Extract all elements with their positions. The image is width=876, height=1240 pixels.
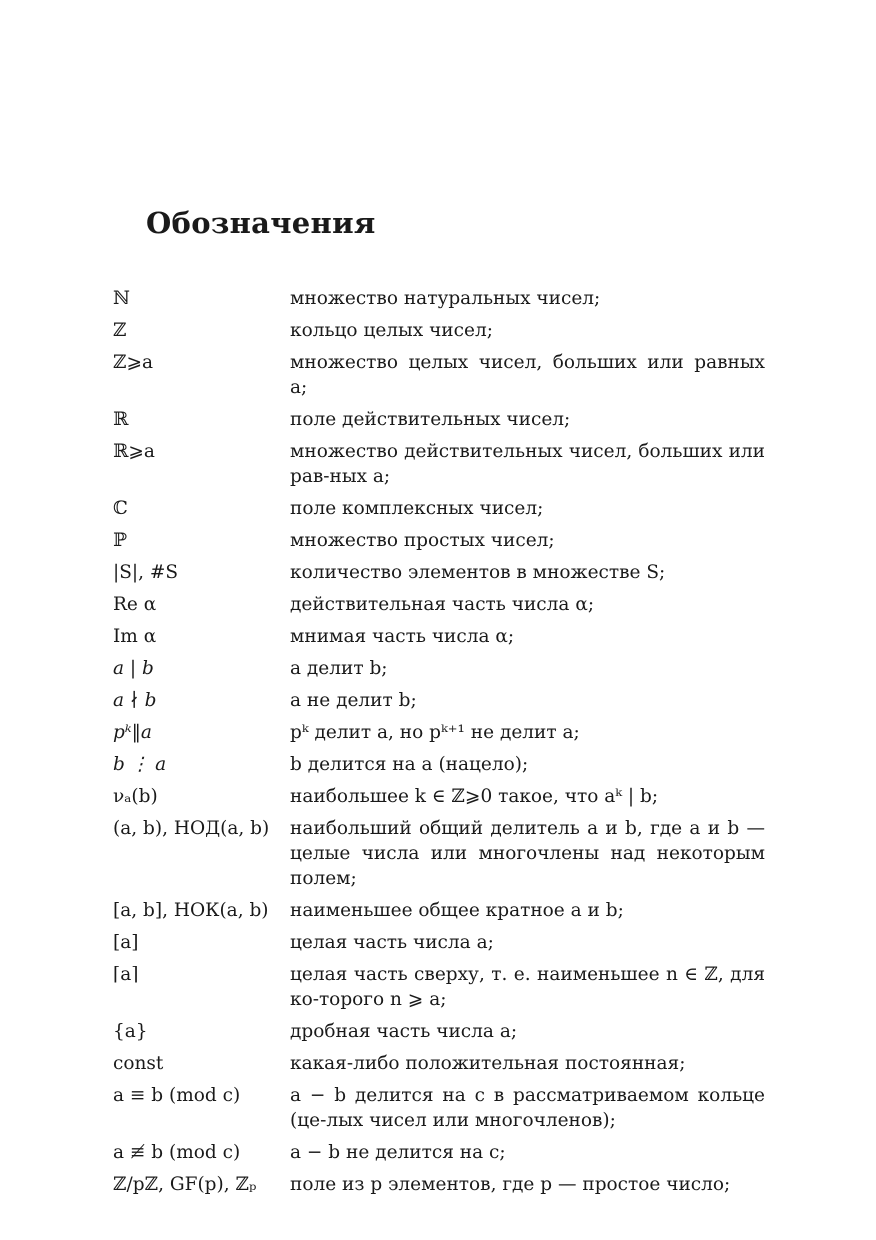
notation-row <box>113 962 765 1012</box>
notation-row <box>113 816 765 891</box>
notation-description: поле комплексных чисел; <box>290 498 544 519</box>
notation-row <box>113 656 765 681</box>
notation-row <box>113 930 765 955</box>
notation-row <box>113 898 765 923</box>
notation-description: a делит b; <box>290 658 388 679</box>
page-title: Обозначения <box>146 206 376 240</box>
notation-symbol: [a] <box>113 932 139 953</box>
notation-symbol: νₐ(b) <box>113 786 158 807</box>
notation-description: целая часть числа a; <box>290 932 494 953</box>
notation-symbol: ℤ <box>113 320 127 341</box>
notation-description: множество простых чисел; <box>290 530 555 551</box>
notation-description: множество натуральных чисел; <box>290 288 601 309</box>
notation-symbol: ℝ⩾a <box>113 441 155 462</box>
notation-symbol: {a} <box>113 1021 148 1042</box>
notation-symbol: ⌈a⌉ <box>113 964 139 985</box>
notation-description: мнимая часть числа α; <box>290 626 515 647</box>
notation-row <box>113 439 765 489</box>
notation-row <box>113 688 765 713</box>
notation-description: какая-либо положительная постоянная; <box>290 1053 686 1074</box>
notation-row <box>113 1019 765 1044</box>
notation-description: целая часть сверху, т. е. наименьшее n ∈ ℤ, для ко-торого n ⩾ a; <box>290 964 765 1010</box>
notation-symbol: ℕ <box>113 288 130 309</box>
notation-description: наибольший общий делитель a и b, где a и b — целые числа или многочлены над некоторым полем; <box>290 818 765 889</box>
notation-row <box>113 286 765 311</box>
notation-row <box>113 784 765 809</box>
notation-description: множество действительных чисел, больших или рав-ных a; <box>290 441 765 487</box>
notation-row <box>113 350 765 400</box>
notation-list <box>113 286 765 1197</box>
notation-row <box>113 1140 765 1165</box>
notation-row <box>113 624 765 649</box>
notation-row <box>113 560 765 585</box>
notation-row <box>113 1083 765 1133</box>
notation-description: дробная часть числа a; <box>290 1021 518 1042</box>
notation-row <box>113 752 765 777</box>
notation-description: количество элементов в множестве S; <box>290 562 666 583</box>
notation-symbol: a ≡ b (mod c) <box>113 1085 241 1106</box>
notation-description: a − b не делится на c; <box>290 1142 506 1163</box>
notation-symbol: ℤ/pℤ, GF(p), ℤₚ <box>113 1174 257 1195</box>
notation-description: кольцо целых чисел; <box>290 320 493 341</box>
notation-description: a − b делится на c в рассматриваемом кольце (це-лых чисел или многочленов); <box>290 1085 765 1131</box>
notation-symbol: [a, b], НОК(a, b) <box>113 900 269 921</box>
notation-row <box>113 407 765 432</box>
notation-description: поле действительных чисел; <box>290 409 571 430</box>
notation-symbol: const <box>113 1053 164 1074</box>
notation-symbol: Re α <box>113 594 157 615</box>
notation-row <box>113 592 765 617</box>
notation-row <box>113 528 765 553</box>
notation-symbol: b ⋮ a <box>113 754 167 775</box>
notation-row <box>113 1051 765 1076</box>
notation-row <box>113 496 765 521</box>
notation-symbol: |S|, #S <box>113 562 179 583</box>
notation-description: действительная часть числа α; <box>290 594 595 615</box>
notation-symbol: ℤ⩾a <box>113 352 154 373</box>
notation-description: поле из p элементов, где p — простое число; <box>290 1174 731 1195</box>
notation-description: pᵏ делит a, но pᵏ⁺¹ не делит a; <box>290 722 580 743</box>
notation-row <box>113 318 765 343</box>
notation-symbol: ℂ <box>113 498 128 519</box>
notation-symbol: ℙ <box>113 530 127 551</box>
notation-symbol: a | b <box>113 658 154 679</box>
notation-description: наибольшее k ∈ ℤ⩾0 такое, что aᵏ | b; <box>290 786 659 807</box>
notation-description: множество целых чисел, больших или равных a; <box>290 352 765 398</box>
notation-symbol: Im α <box>113 626 157 647</box>
notation-symbol: ℝ <box>113 409 129 430</box>
notation-description: b делится на a (нацело); <box>290 754 529 775</box>
notation-symbol: a ≢ b (mod c) <box>113 1142 241 1163</box>
notation-symbol: pᵏ‖a <box>113 722 152 743</box>
notation-row <box>113 720 765 745</box>
notation-symbol: (a, b), НОД(a, b) <box>113 818 270 839</box>
notation-row <box>113 1172 765 1197</box>
notation-description: наименьшее общее кратное a и b; <box>290 900 624 921</box>
notation-symbol: a ∤ b <box>113 690 157 711</box>
notation-description: a не делит b; <box>290 690 417 711</box>
